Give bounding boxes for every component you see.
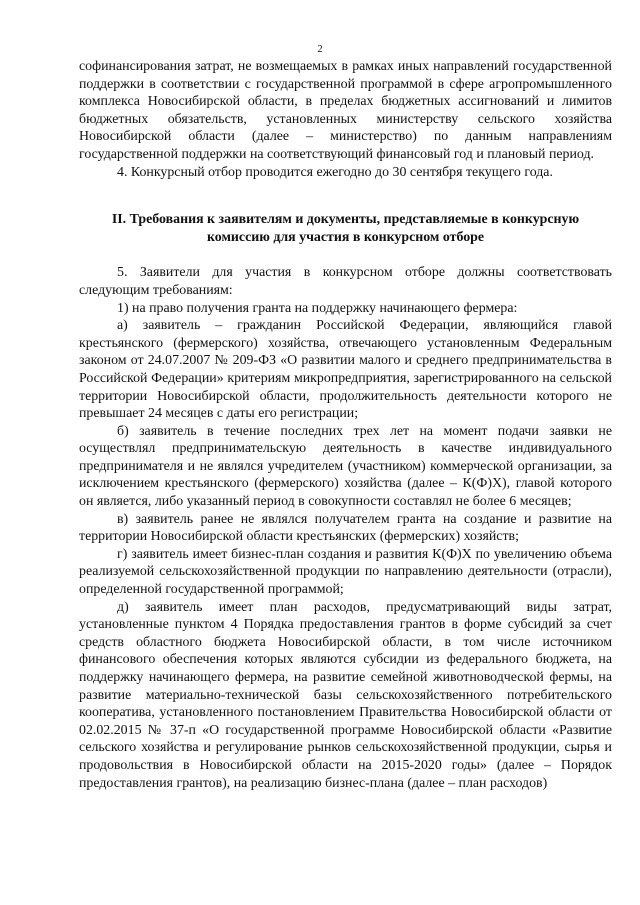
- paragraph: 1) на право получения гранта на поддержку начинающего фермера:: [117, 300, 518, 316]
- paragraph: б) заявитель в течение последних трех лет на момент подачи заявки не осуществлял предпринимательскую деятельность в качестве индивидуального предпринимателя и не являлся учредителем (участником) коммерческой организации, за исключением крестьянского (фермерского) хозяйства (далее – К(Ф)Х), главой которого он является, либо указанный период в совокупности составлял не более 6 месяцев;: [79, 423, 612, 510]
- document-body: [79, 58, 612, 792]
- page-number: 2: [317, 44, 323, 55]
- paragraph: 4. Конкурсный отбор проводится ежегодно до 30 сентября текущего года.: [117, 164, 553, 180]
- paragraph: д) заявитель имеет план расходов, предусматривающий виды затрат, установленные пунктом 4 Порядка предоставления грантов в форме субсидий за счет средств областного бюджета Новосибирской области, в том числе источником финансового обеспечения которых являются субсидии из федерального бюджета, на поддержку начинающего фермера, на развитие семейной животноводческой фермы, на развитие материально-технической базы сельскохозяйственного потребительского кооператива, установленного постановлением Правительства Новосибирской области от 02.02.2015 № 37-п «О государственной программе Новосибирской области «Развитие сельского хозяйства и регулирование рынков сельскохозяйственной продукции, сырья и продовольствия в Новосибирской области на 2015-2020 годы» (далее – Порядок предоставления грантов), на реализацию бизнес-плана (далее – план расходов): [79, 599, 612, 791]
- section-heading: II. Требования к заявителям и документы, представляемые в конкурсную комиссию для участия в конкурсном отборе: [111, 212, 580, 245]
- paragraph: софинансирования затрат, не возмещаемых в рамках иных направлений государственной поддержки в соответствии с государственной программой в сфере агропромышленного комплекса Новосибирской области, в пределах бюджетных ассигнований и лимитов бюджетных обязательств, установленных министерству сельского хозяйства Новосибирской области (далее – министерство) по данным направлениям государственной поддержки на соответствующий финансовый год и плановый период.: [79, 59, 612, 162]
- paragraph: в) заявитель ранее не являлся получателем гранта на создание и развитие на территории Новосибирской области крестьянских (фермерских) хозяйств;: [79, 511, 612, 545]
- paragraph: а) заявитель – гражданин Российской Федерации, являющийся главой крестьянского (фермерского) хозяйства, отвечающего установленным Федеральным законом от 24.07.2007 № 209-ФЗ «О развитии малого и среднего предпринимательства в Российской Федерации» критериям микропредприятия, зарегистрированного на сельской территории Новосибирской области, продолжительность деятельности которого не превышает 24 месяцев с даты его регистрации;: [79, 318, 612, 422]
- paragraph: 5. Заявители для участия в конкурсном отборе должны соответствовать следующим требованиям:: [79, 265, 612, 298]
- paragraph: г) заявитель имеет бизнес-план создания и развития К(Ф)Х по увеличению объема реализуемой сельскохозяйственной продукции по направлению деятельности (отрасли), определенной государственной программой;: [79, 546, 612, 598]
